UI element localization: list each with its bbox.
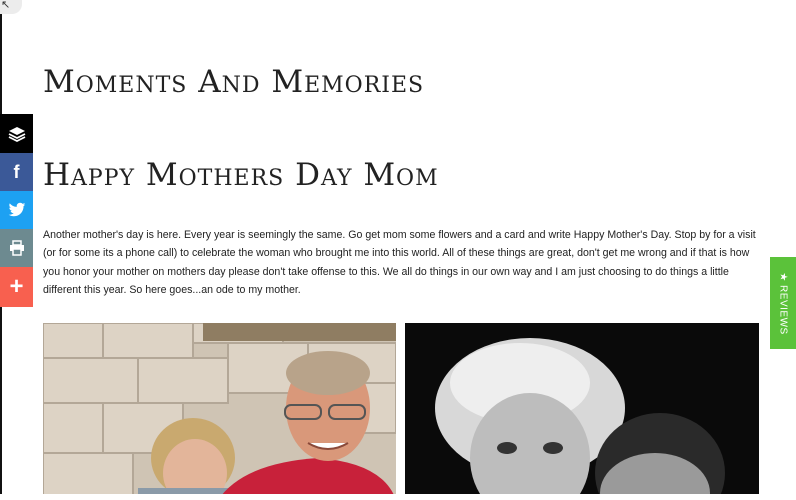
share-print-button[interactable] — [0, 229, 33, 267]
layers-icon — [8, 125, 26, 143]
post-title[interactable]: Happy Mothers Day Mom — [43, 157, 439, 193]
post-photo-mother — [405, 323, 759, 500]
facebook-icon: f — [13, 161, 20, 182]
site-title[interactable]: Moments And Memories — [43, 64, 425, 100]
share-more-button[interactable] — [0, 267, 33, 307]
corner-arrow-icon[interactable]: ↖ — [1, 0, 11, 11]
plus-icon: + — [9, 273, 24, 300]
share-bar — [0, 114, 33, 307]
mother-photo-image — [405, 323, 759, 500]
reviews-tab-label: ★ REVIEWS — [777, 271, 789, 335]
couple-photo-image — [43, 323, 396, 500]
twitter-icon — [8, 202, 26, 218]
post-body: Another mother's day is here. Every year is seemingly the same. Go get mom some flowers and a card and write Happy Mother's Day. Stop by for a visit (or for some its a phone call) to celebrate the woman who brought me into this world. All of these things are great, don't get me wrong and if that is how you honor your mother on mothers day please don't take offense to this. We all do things in our own way and I am just choosing to do things a little different this year. So here goes...an ode to my mother. — [43, 229, 756, 297]
post-photo-couple — [43, 323, 396, 500]
share-buffer-button[interactable] — [0, 114, 33, 153]
print-icon — [9, 240, 25, 256]
bottom-edge — [0, 494, 796, 500]
share-twitter-button[interactable] — [0, 191, 33, 229]
share-facebook-button[interactable] — [0, 153, 33, 191]
reviews-tab[interactable] — [770, 257, 796, 349]
